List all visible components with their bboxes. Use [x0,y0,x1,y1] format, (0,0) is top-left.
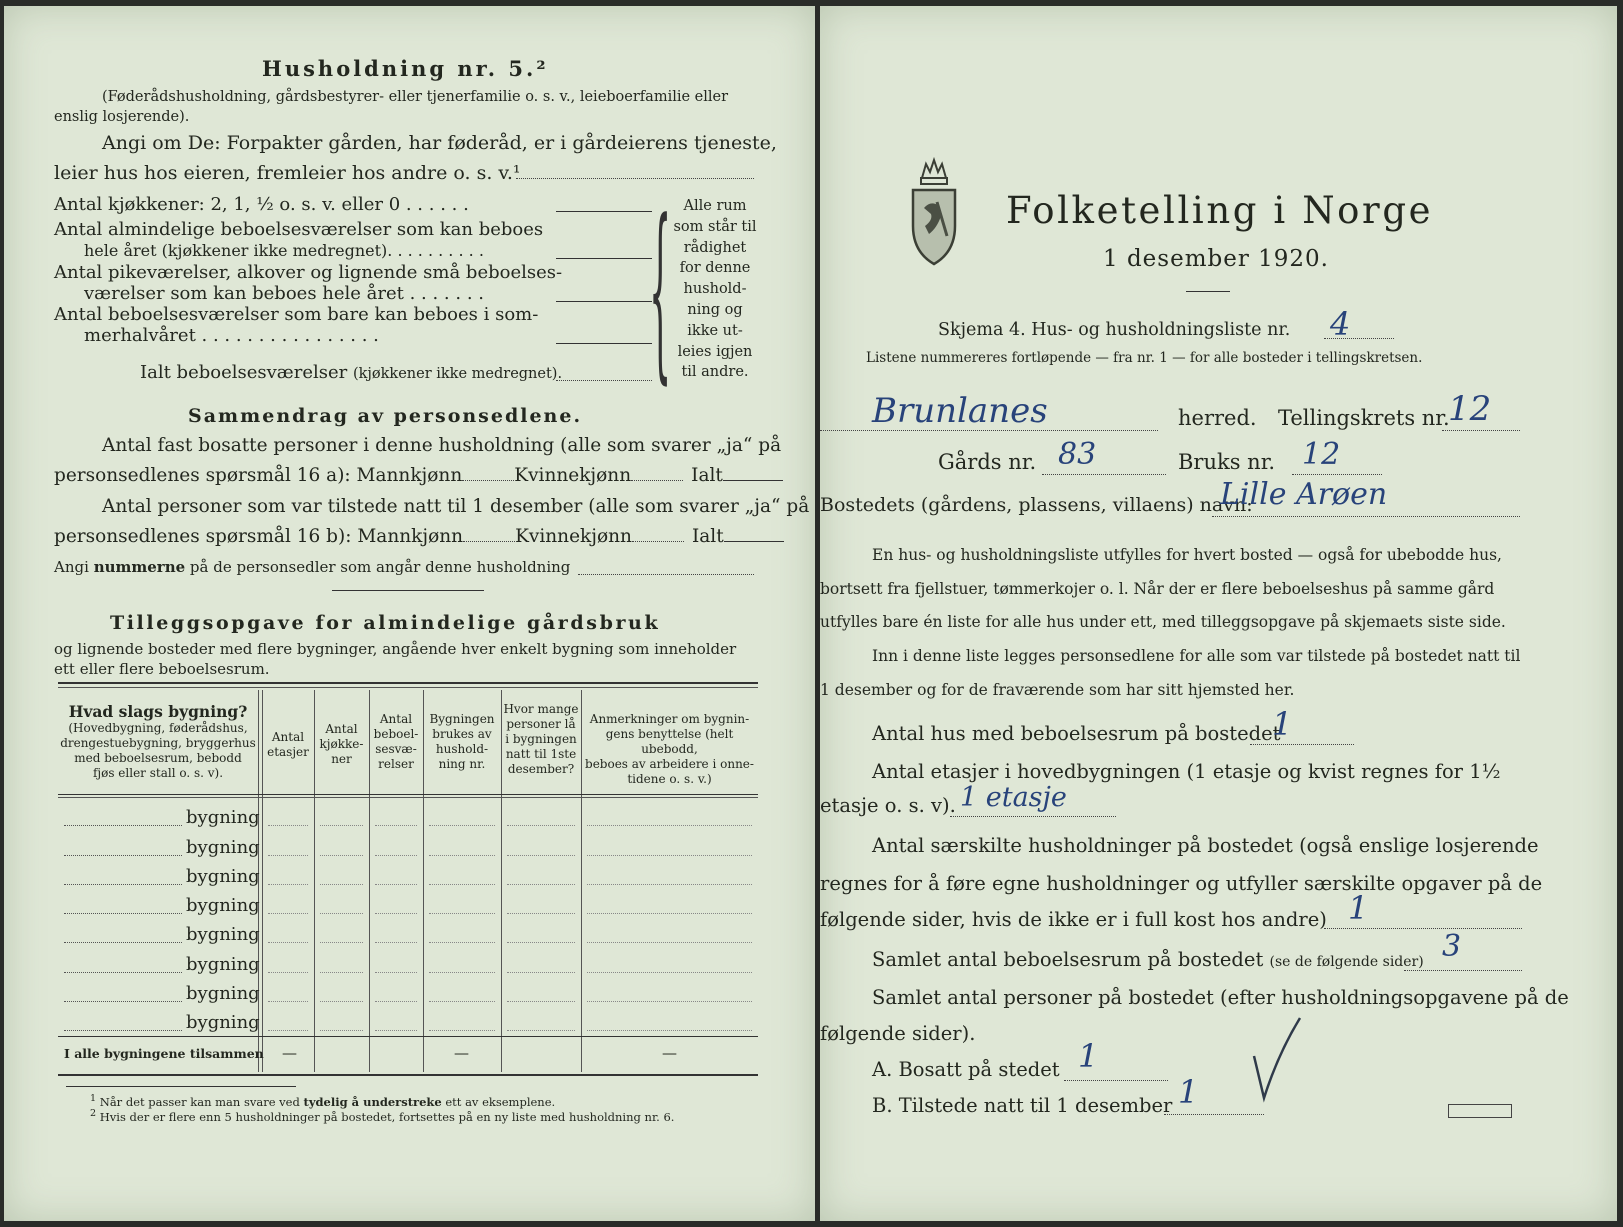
total-row-label: I alle bygningene tilsammen [64,1046,264,1061]
row-building-label: bygning [186,865,260,887]
instruction-2: bortsett fra fjellstuer, tømmerkojer o. l. Når der er flere beboelseshus på samme gård [820,580,1495,598]
table-row [58,1009,758,1038]
schema-label: Skjema 4. Hus- og husholdningsliste nr. [938,320,1291,340]
row-building-label: bygning [186,1012,260,1034]
rooms-line-5: værelser som kan beboes hele året . . . . . . . [84,283,484,304]
q-hush-c: følgende sider, hvis de ikke er i full kost hos andre) [820,908,1327,931]
bosted-value: Lille Arøen [1220,477,1388,512]
table-row [58,892,758,921]
census-date: 1 desember 1920. [1103,246,1329,272]
summary-line-1b: personsedlenes spørsmål 16 a): Mannkjønn Kvinnekjønn Ialt [54,467,783,486]
q-hush-value: 1 [1348,889,1369,927]
q-pers-a: Samlet antal personer på bostedet (efter husholdningsopgavene på de [872,986,1569,1009]
rooms-line-6: Antal beboelsesværelser som bare kan beboes i som- [54,304,539,325]
right-page [820,6,1617,1221]
header-kitchens: Antal kjøkke- ner [319,722,364,766]
total-dash-household: — [454,1044,469,1062]
header-rooms: Antal beboel- sesvæ- relser [373,712,419,771]
left-page [4,6,815,1221]
row-building-label: bygning [186,895,260,917]
row-building-label: bygning [186,836,260,858]
bruks-label: Bruks nr. [1178,450,1276,474]
q-rum-label: Samlet antal beboelsesrum på bostedet (se de følgende sider) [872,948,1424,971]
census-title: Folketelling i Norge [1006,189,1434,232]
rooms-line-2: Antal almindelige beboelsesværelser som kan beboes [54,219,544,240]
q-etasjer-b: etasje o. s. v). [820,794,956,817]
printer-mark [1448,1104,1512,1118]
krets-label: Tellingskrets nr. [1278,406,1450,430]
summary-line-2b: personsedlenes spørsmål 16 b): Mannkjønn Kvinnekjønn Ialt [54,528,784,547]
total-dash-floors: — [282,1044,297,1062]
supplement-line-2: ett eller flere beboelsesrum. [54,660,270,678]
numbering-note: Listene nummereres fortløpende — fra nr. 1 — for alle bosteder i tellingskretsen. [866,350,1423,366]
total-rooms-label: Ialt beboelsesværelser (kjøkkener ikke medregnet). [140,362,563,383]
ask-line-1: Angi om De: Forpakter gården, har føderåd, er i gårdeierens tjeneste, [102,132,777,154]
intro-line-2: enslig losjerende). [54,109,190,125]
bosted-label: Bostedets (gårdens, plassens, villaens) navn: [820,494,1253,516]
q-rum-value: 3 [1442,929,1462,964]
brace-note: Alle rum som står til rådighet for denne hushold- ning og ikke ut- leies igjen til andre. [673,198,757,381]
bruks-value: 12 [1302,437,1341,472]
rooms-line-7: merhalvåret . . . . . . . . . . . . . . . . [84,325,379,346]
gards-value: 83 [1058,437,1097,472]
q-hush-b: regnes for å føre egne husholdninger og utfyller særskilte opgaver på de [820,872,1543,895]
a-value: 1 [1078,1037,1099,1075]
brace-icon: { [649,178,672,402]
footnote-2: $^2$ Hvis der er flere enn 5 husholdninger på bostedet, fortsettes på en ny liste med husholdning nr. 6. [90,1108,675,1124]
table-row [58,980,758,1009]
instruction-5: 1 desember og for de fraværende som har sitt hjemsted her. [820,681,1295,699]
herred-value: Brunlanes [872,391,1048,431]
instruction-1: En hus- og husholdningsliste utfylles for hvert bosted — også for ubebodde hus, [872,546,1502,564]
rooms-line-1: Antal kjøkkener: 2, 1, ½ o. s. v. eller 0 . . . . . . [54,194,469,215]
row-building-label: bygning [186,953,260,975]
check-mark-icon [1248,1014,1308,1104]
table-row [58,804,758,833]
q-pers-b: følgende sider). [820,1022,976,1045]
q-etasjer-value: 1 etasje [960,782,1067,813]
ask-line-2: leier hus hos eieren, fremleier hos andre o. s. v.¹ [54,162,521,184]
footnote-1: $^1$ Når det passer kan man svare ved tydelig å understreke ett av eksemplene. [90,1093,556,1109]
herred-label: herred. [1178,406,1257,430]
row-building-label: bygning [186,807,260,829]
rooms-line-3: hele året (kjøkkener ikke medregnet). . . . . . . . . . [84,241,484,260]
coat-of-arms-icon [907,156,961,268]
table-row [58,951,758,980]
header-building-type: Hvad slags bygning? (Hovedbygning, føderådshus, drengestuebygning, bryggerhus med beboelsesrum, bebodd fjøs eller stall o. s. v). [60,702,256,781]
b-label: B. Tilstede natt til 1 desember [872,1094,1173,1117]
table-row [58,921,758,950]
household-title: Husholdning nr. 5.² [262,56,549,81]
intro-line-1: (Føderådshusholdning, gårdsbestyrer- eller tjenerfamilie o. s. v., leieboerfamilie eller [102,89,729,105]
a-label: A. Bosatt på stedet [872,1058,1060,1081]
table-row [58,863,758,892]
row-building-label: bygning [186,924,260,946]
b-value: 1 [1178,1073,1199,1111]
supplement-line-1: og lignende bosteder med flere bygninger, angående hver enkelt bygning som inneholder [54,640,737,658]
q-etasjer-a: Antal etasjer i hovedbygningen (1 etasje og kvist regnes for 1½ [872,760,1501,783]
supplement-title: Tilleggsopgave for almindelige gårdsbruk [110,612,661,634]
instruction-4: Inn i denne liste legges personsedlene for alle som var tilstede på bostedet natt til [872,647,1521,665]
krets-value: 12 [1448,389,1492,429]
summary-line-1a: Antal fast bosatte personer i denne husholdning (alle som svarer „ja“ på [102,435,782,456]
rooms-line-4: Antal pikeværelser, alkover og lignende små beboelses- [54,262,563,283]
table-row [58,833,758,862]
total-dash-remarks: — [662,1044,677,1062]
row-building-label: bygning [186,983,260,1005]
q-hus-label: Antal hus med beboelsesrum på bostedet [872,722,1281,745]
q-hush-a: Antal særskilte husholdninger på bostedet (også enslige losjerende [872,834,1539,857]
summary-line-2a: Antal personer som var tilstede natt til 1 desember (alle som svarer „ja“ på [102,496,810,517]
summary-title: Sammendrag av personsedlene. [188,405,583,427]
q-hus-value: 1 [1272,705,1293,743]
header-floors: Antal etasjer [267,730,309,759]
header-remarks: Anmerkninger om bygnin- gens benyttelse (helt ubebodd, beboes av arbeidere i onne- tidene o. s. v.) [585,712,754,786]
numbers-line: Angi nummerne på de personsedler som angår denne husholdning [54,558,571,576]
instruction-3: utfylles bare én liste for alle hus under ett, med tilleggsopgave på skjemaets siste side. [820,613,1506,631]
buildings-table [58,682,758,1076]
gards-label: Gårds nr. [938,450,1037,474]
schema-value: 4 [1330,305,1351,343]
header-persons: Hvor mange personer lå i bygningen natt til 1ste desember? [503,702,579,776]
header-household-no: Bygningen brukes av hushold- ning nr. [429,712,495,771]
